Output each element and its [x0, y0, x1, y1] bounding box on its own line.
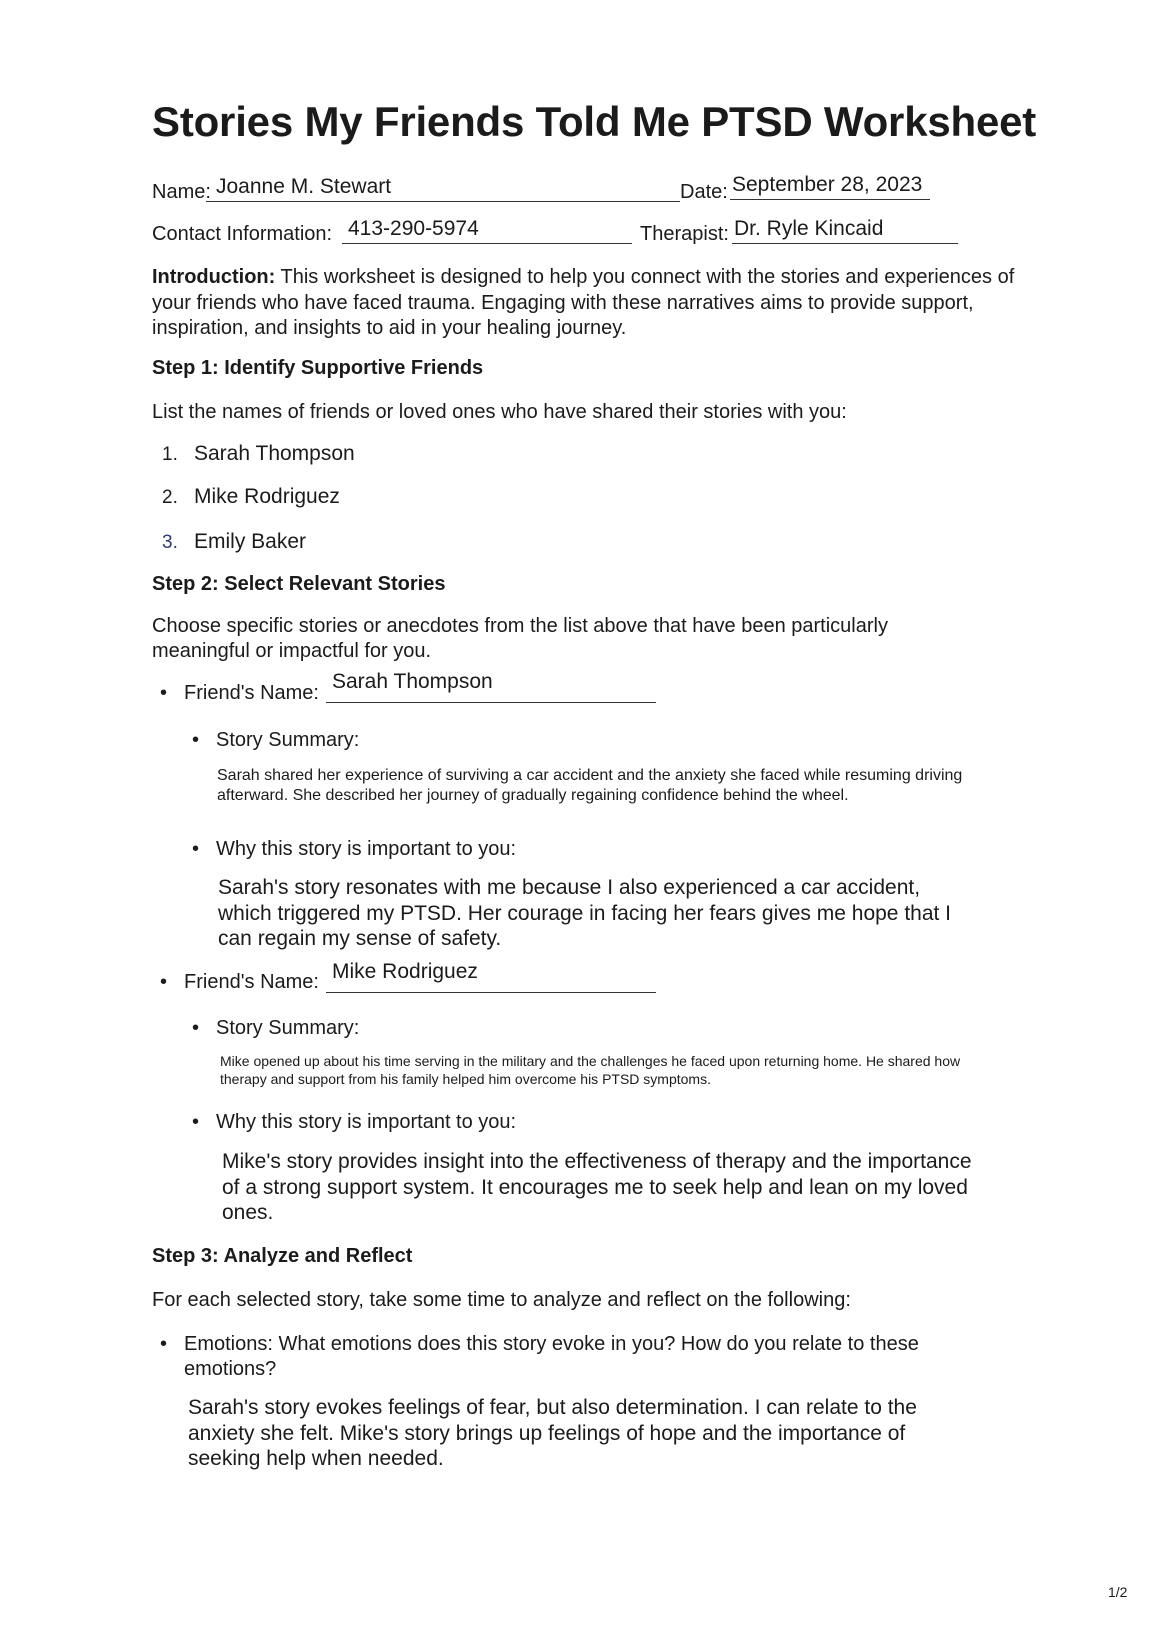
- bullet-icon: •: [192, 1111, 200, 1133]
- friend-name-value: Sarah Thompson: [332, 670, 493, 693]
- date-label: Date:: [680, 181, 728, 203]
- why-important-text: Mike's story provides insight into the effectiveness of therapy and the importance of a strong support system. It encourages me to seek help and lean on my loved ones.: [222, 1150, 972, 1224]
- why-important-label: Why this story is important to you:: [216, 1111, 517, 1133]
- date-value: September 28, 2023: [732, 173, 923, 196]
- intro-text: This worksheet is designed to help you connect with the stories and experiences of your friends who have faced trauma. Engaging with these narratives aims to provide support, inspiration, and insights to aid in your healing journey.: [152, 266, 1015, 339]
- list-item-number: 2.: [162, 487, 178, 508]
- friend-name-label: Friend's Name:: [184, 682, 319, 704]
- contact-value: 413-290-5974: [348, 217, 479, 240]
- list-item: [162, 442, 355, 466]
- name-value: Joanne M. Stewart: [216, 175, 392, 198]
- step1-prompt: List the names of friends or loved ones who have shared their stories with you:: [152, 401, 847, 423]
- contact-label: Contact Information:: [152, 223, 333, 245]
- list-item-name: Sarah Thompson: [194, 442, 355, 465]
- date-field[interactable]: [730, 173, 930, 200]
- list-item-number: 1.: [162, 444, 178, 465]
- step2-heading: Step 2: Select Relevant Stories: [152, 573, 446, 595]
- story-summary-row: [192, 729, 360, 752]
- step2-prompt: Choose specific stories or anecdotes from the list above that have been particularly meaningful or impactful for you.: [152, 615, 888, 662]
- introduction: [152, 265, 1022, 342]
- step1-heading: Step 1: Identify Supportive Friends: [152, 357, 484, 379]
- list-item-name: Mike Rodriguez: [194, 485, 340, 508]
- name-label: Name:: [152, 181, 211, 203]
- friend-name-label: Friend's Name:: [184, 971, 319, 993]
- bullet-icon: •: [192, 1017, 200, 1039]
- step3-heading: Step 3: Analyze and Reflect: [152, 1245, 413, 1267]
- friend-name-field[interactable]: [326, 960, 656, 993]
- friend-name-row: [160, 682, 319, 705]
- why-important-row: [192, 838, 517, 861]
- list-item-number: 3.: [162, 532, 178, 553]
- name-field[interactable]: [206, 175, 680, 202]
- friend-name-row: [160, 971, 319, 994]
- bullet-icon: •: [192, 838, 200, 860]
- bullet-icon: •: [192, 729, 200, 751]
- emotions-question-row: [160, 1332, 944, 1382]
- page-number: 1/2: [1108, 1584, 1128, 1600]
- therapist-label: Therapist:: [640, 223, 729, 245]
- why-important-text: Sarah's story resonates with me because I also experienced a car accident, which triggered my PTSD. Her courage in facing her fears gives me hope that I can regain my sense of safety.: [218, 876, 952, 950]
- contact-field[interactable]: [342, 217, 632, 244]
- list-item: [162, 485, 340, 509]
- story-summary-row: [192, 1017, 360, 1040]
- contact-therapist-row: [152, 217, 982, 253]
- friend-name-field[interactable]: [326, 670, 656, 703]
- emotions-question: Emotions: What emotions does this story evoke in you? How do you relate to these emotions?: [184, 1333, 919, 1380]
- why-important-row: [192, 1111, 517, 1134]
- story-summary-text: Mike opened up about his time serving in the military and the challenges he faced upon returning home. He shared how therapy and support from his family helped him overcome his PTSD symptoms.: [220, 1053, 961, 1087]
- bullet-icon: •: [160, 682, 168, 704]
- name-date-row: [152, 173, 982, 211]
- list-item-name: Emily Baker: [194, 530, 307, 553]
- page-title: Stories My Friends Told Me PTSD Worksheet: [152, 98, 1037, 145]
- friend-name-value: Mike Rodriguez: [332, 960, 478, 983]
- story-summary-text: Sarah shared her experience of surviving a car accident and the anxiety she faced while resuming driving afterward. She described her journey of gradually regaining confidence behind the wheel.: [217, 767, 963, 804]
- therapist-field[interactable]: [732, 217, 958, 244]
- bullet-icon: •: [160, 1333, 168, 1355]
- story-summary-label: Story Summary:: [216, 1017, 360, 1039]
- emotions-answer: Sarah's story evokes feelings of fear, but also determination. I can relate to the anxiety she felt. Mike's story brings up feelings of hope and the importance of seeking help when needed.: [188, 1396, 917, 1470]
- why-important-label: Why this story is important to you:: [216, 838, 517, 860]
- list-item: [162, 530, 306, 554]
- bullet-icon: •: [160, 971, 168, 993]
- step3-prompt: For each selected story, take some time to analyze and reflect on the following:: [152, 1289, 851, 1311]
- story-summary-label: Story Summary:: [216, 729, 360, 751]
- therapist-value: Dr. Ryle Kincaid: [734, 217, 884, 240]
- intro-label: Introduction:: [152, 266, 276, 288]
